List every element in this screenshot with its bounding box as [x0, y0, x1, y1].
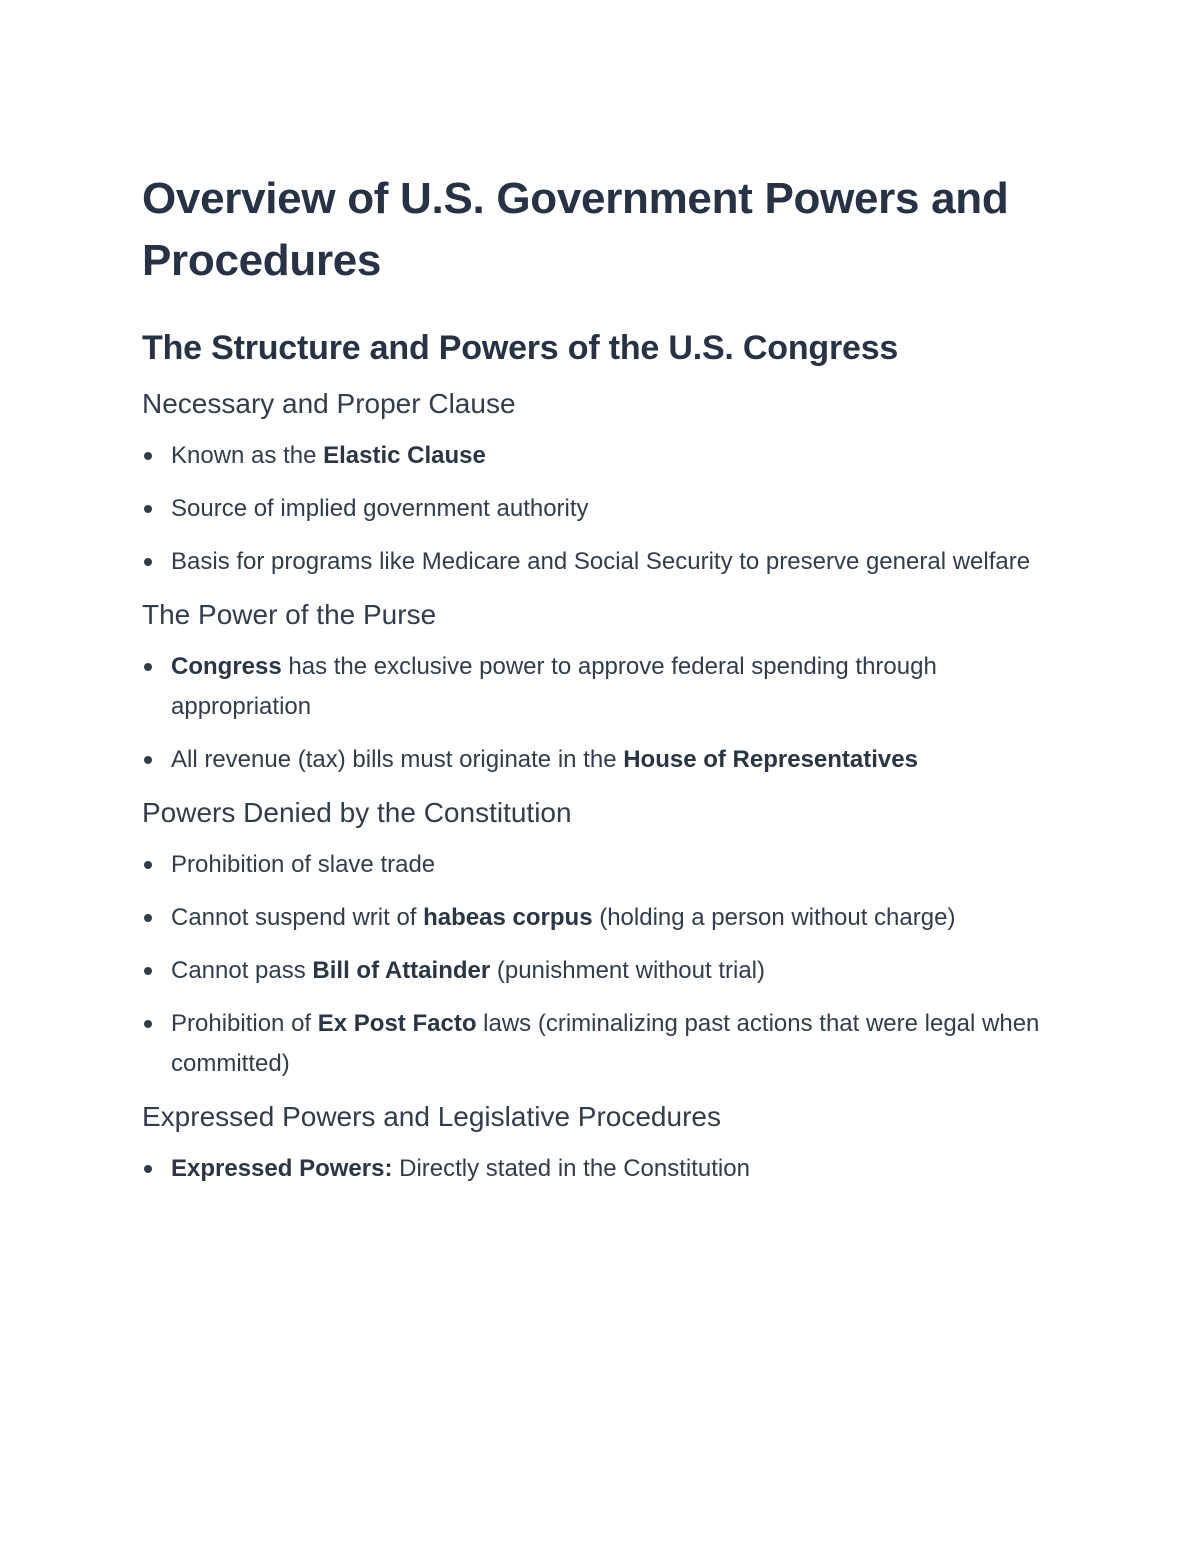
subsection-heading: The Power of the Purse [142, 599, 437, 630]
list-item: Expressed Powers: Directly stated in the Constitution [142, 1149, 1072, 1189]
list-item: All revenue (tax) bills must originate in the House of Representatives [142, 740, 1072, 780]
subsection-heading: Expressed Powers and Legislative Procedures [142, 1101, 721, 1132]
bullet-icon [144, 1020, 152, 1028]
bullet-icon [144, 1165, 152, 1173]
bullet-icon [144, 914, 152, 922]
list-item: Cannot suspend writ of habeas corpus (holding a person without charge) [142, 898, 1072, 938]
bullet-list [142, 647, 1072, 780]
page-title: Overview of U.S. Government Powers and Procedures [142, 174, 1009, 285]
bullet-icon [144, 505, 152, 513]
list-item: Cannot pass Bill of Attainder (punishment without trial) [142, 951, 1072, 991]
bullet-list [142, 1149, 1072, 1189]
bullet-icon [144, 452, 152, 460]
bullet-list [142, 436, 1072, 582]
bullet-icon [144, 967, 152, 975]
bullet-icon [144, 861, 152, 869]
list-item: Congress has the exclusive power to approve federal spending through appropriation [142, 647, 1072, 727]
subsection-powers-denied [142, 793, 1072, 1084]
bullet-icon [144, 663, 152, 671]
list-item: Basis for programs like Medicare and Social Security to preserve general welfare [142, 542, 1072, 582]
document-page [142, 168, 1072, 1202]
subsection-expressed-powers [142, 1097, 1072, 1189]
bullet-list [142, 845, 1072, 1084]
list-item: Prohibition of Ex Post Facto laws (criminalizing past actions that were legal when committed) [142, 1004, 1072, 1084]
bullet-icon [144, 756, 152, 764]
section-title: The Structure and Powers of the U.S. Congress [142, 329, 899, 367]
list-item: Source of implied government authority [142, 489, 1072, 529]
subsection-heading: Necessary and Proper Clause [142, 388, 516, 419]
subsection-necessary-proper [142, 384, 1072, 582]
bullet-icon [144, 558, 152, 566]
list-item: Known as the Elastic Clause [142, 436, 1072, 476]
subsection-power-of-purse [142, 595, 1072, 780]
list-item: Prohibition of slave trade [142, 845, 1072, 885]
subsection-heading: Powers Denied by the Constitution [142, 797, 572, 828]
